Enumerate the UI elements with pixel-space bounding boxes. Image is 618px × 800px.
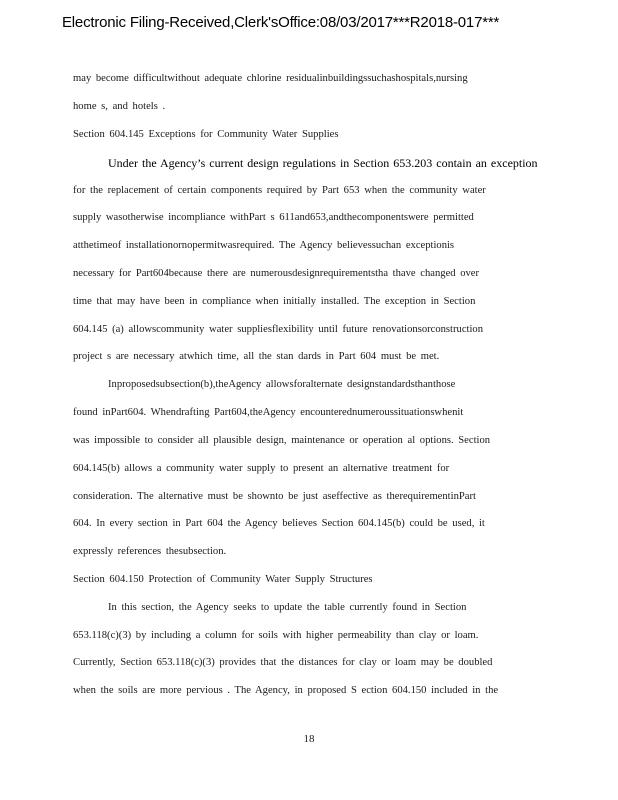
text-line: necessary for Part604because there are numerousdesignrequirementstha thave changed over bbox=[73, 268, 480, 279]
text-line: Under the Agency’s current design regulations in Section 653.203 contain an exception bbox=[108, 156, 538, 170]
text-line: when the soils are more pervious . The Agency, in proposed S ection 604.150 included in the bbox=[73, 685, 499, 696]
section-heading: Section 604.145 Exceptions for Community Water Supplies bbox=[73, 129, 339, 140]
text-line: for the replacement of certain components required by Part 653 when the community water bbox=[73, 185, 486, 196]
filing-stamp-header: Electronic Filing-Received,Clerk'sOffice:08/03/2017***R2018-017*** bbox=[62, 14, 500, 31]
text-line: Inproposedsubsection(b),theAgency allowsforalternate designstandardsthanthose bbox=[108, 379, 456, 390]
text-line: 604. In every section in Part 604 the Agency believes Section 604.145(b) could be used, it bbox=[73, 518, 485, 529]
text-line: Currently, Section 653.118(c)(3) provides that the distances for clay or loam may be doubled bbox=[73, 657, 493, 668]
text-line: home s, and hotels . bbox=[73, 101, 166, 112]
text-line: 604.145 (a) allowscommunity water suppliesflexibility until future renovationsorconstruction bbox=[73, 324, 484, 335]
text-line: time that may have been in compliance when initially installed. The exception in Section bbox=[73, 296, 476, 307]
text-line: 653.118(c)(3) by including a column for soils with higher permeability than clay or loam. bbox=[73, 630, 479, 641]
text-line: project s are necessary atwhich time, all the stan dards in Part 604 must be met. bbox=[73, 351, 440, 362]
text-line: may become difficultwithout adequate chlorine residualinbuildingssuchashospitals,nursing bbox=[73, 73, 468, 84]
page-number: 18 bbox=[303, 733, 315, 745]
text-line: supply wasotherwise incompliance withPart s 611and653,andthecomponentswere permitted bbox=[73, 212, 474, 223]
text-line: atthetimeof installationornopermitwasrequired. The Agency believessuchan exceptionis bbox=[73, 240, 455, 251]
text-line: found inPart604. Whendrafting Part604,theAgency encounterednumeroussituationswhenit bbox=[73, 407, 464, 418]
text-line: In this section, the Agency seeks to update the table currently found in Section bbox=[108, 602, 467, 613]
text-line: expressly references thesubsection. bbox=[73, 546, 227, 557]
text-line: 604.145(b) allows a community water supply to present an alternative treatment for bbox=[73, 463, 450, 474]
text-line: was impossible to consider all plausible design, maintenance or operation al options. Section bbox=[73, 435, 491, 446]
section-heading: Section 604.150 Protection of Community Water Supply Structures bbox=[73, 574, 373, 585]
text-line: consideration. The alternative must be shownto be just aseffective as therequirementinPart bbox=[73, 491, 476, 502]
